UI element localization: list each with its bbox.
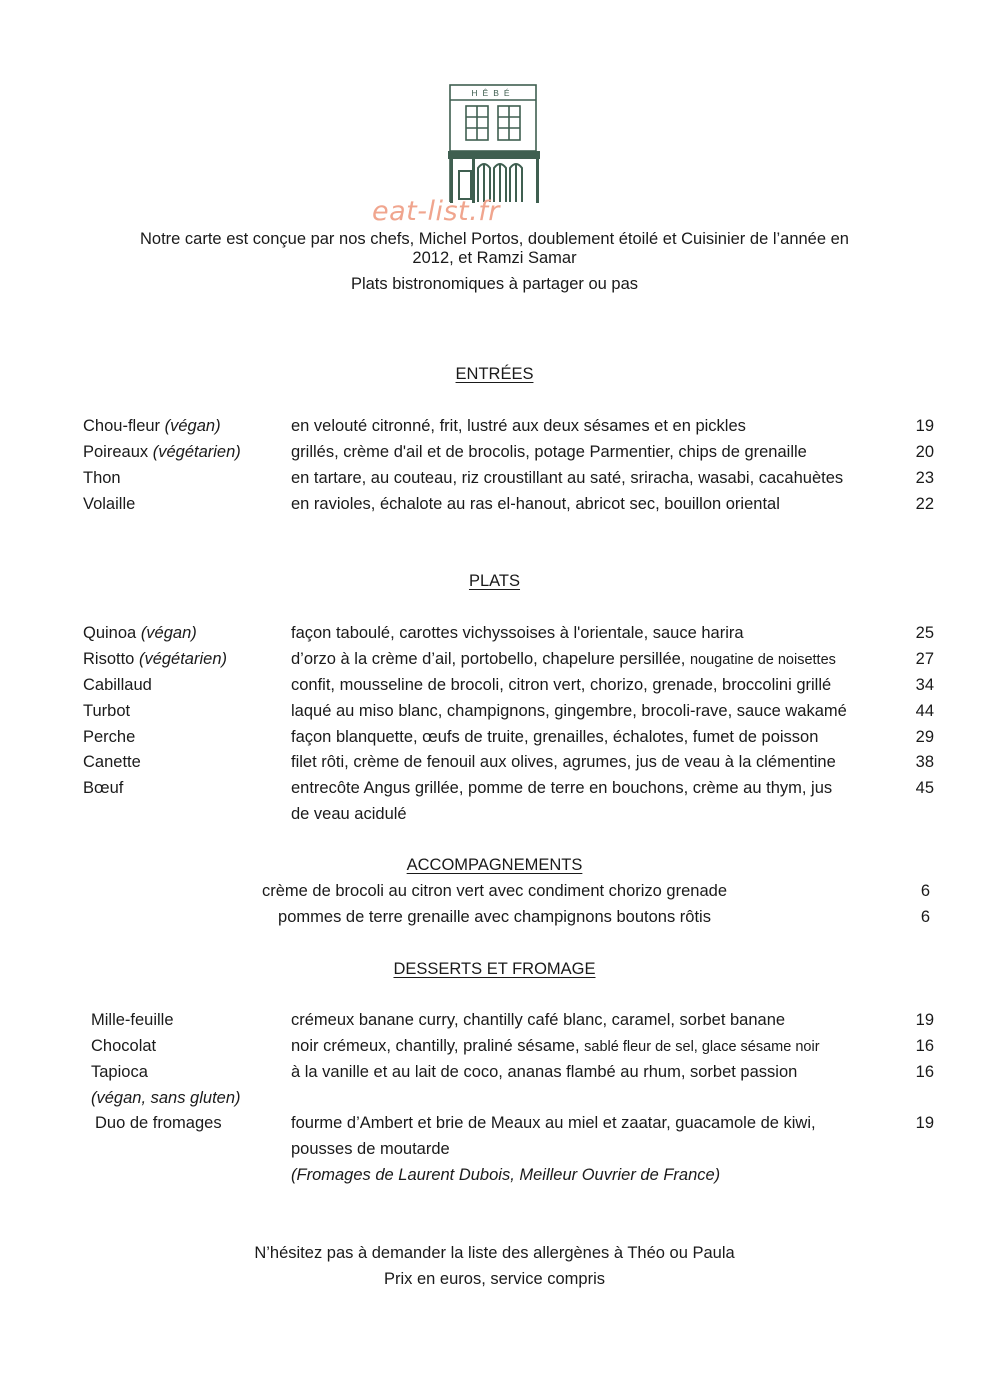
- side-description: pommes de terre grenaille avec champignons boutons rôtis: [278, 908, 711, 926]
- item-name: Thon: [83, 469, 121, 487]
- item-price: 45: [915, 779, 934, 797]
- item-price: 19: [915, 417, 934, 435]
- item-price: 34: [915, 676, 934, 694]
- item-name: Canette: [83, 753, 141, 771]
- item-tag: (végétarien): [138, 650, 227, 668]
- storefront-logo-icon: [444, 84, 542, 204]
- item-tag: (végan, sans gluten): [91, 1089, 241, 1107]
- item-price: 23: [915, 469, 934, 487]
- item-description-continued: de veau acidulé: [291, 805, 407, 823]
- item-description: en tartare, au couteau, riz croustillant au saté, sriracha, wasabi, cacahuètes: [291, 469, 844, 487]
- item-description: crémeux banane curry, chantilly café blanc, caramel, sorbet banane: [291, 1011, 786, 1029]
- item-note: (Fromages de Laurent Dubois, Meilleur Ouvrier de France): [291, 1166, 721, 1184]
- item-name: Poireaux: [83, 443, 149, 461]
- section-title-entrees: ENTRÉES: [455, 365, 534, 383]
- item-name: Perche: [83, 728, 136, 746]
- section-title-accompagnements: ACCOMPAGNEMENTS: [406, 856, 583, 874]
- item-name: Risotto: [83, 650, 135, 668]
- menu-subtitle: Plats bistronomiques à partager ou pas: [350, 275, 639, 293]
- item-price: 19: [915, 1011, 934, 1029]
- item-description: filet rôti, crème de fenouil aux olives, agrumes, jus de veau à la clémentine: [291, 753, 836, 771]
- item-price: 16: [915, 1063, 934, 1081]
- item-description: à la vanille et au lait de coco, ananas flambé au rhum, sorbet passion: [291, 1063, 798, 1081]
- item-name: Quinoa: [83, 624, 137, 642]
- intro-line-2: 2012, et Ramzi Samar: [412, 249, 577, 267]
- item-description-small: nougatine de noisettes: [689, 652, 836, 668]
- item-name: Cabillaud: [83, 676, 152, 694]
- item-price: 38: [915, 753, 934, 771]
- item-name: Duo de fromages: [95, 1114, 222, 1132]
- side-price: 6: [920, 908, 930, 926]
- item-price: 29: [915, 728, 934, 746]
- menu-item: [0, 728, 989, 754]
- item-description: laqué au miso blanc, champignons, gingembre, brocoli-rave, sauce wakamé: [291, 702, 847, 720]
- menu-item: [0, 779, 989, 805]
- footer-prices: Prix en euros, service compris: [384, 1270, 605, 1288]
- item-description: en velouté citronné, frit, lustré aux deux sésames et en pickles: [291, 417, 746, 435]
- menu-item: [0, 753, 989, 779]
- restaurant-logo: [444, 84, 542, 204]
- menu-item-continuation: [0, 805, 989, 831]
- item-description: confit, mousseline de brocoli, citron vert, chorizo, grenade, broccolini grillé: [291, 676, 832, 694]
- item-price: 19: [915, 1114, 934, 1132]
- item-price: 20: [915, 443, 934, 461]
- item-description: grillés, crème d'ail et de brocolis, potage Parmentier, chips de grenaille: [291, 443, 807, 461]
- item-description: façon blanquette, œufs de truite, grenailles, échalotes, fumet de poisson: [291, 728, 819, 746]
- item-description: façon taboulé, carottes vichyssoises à l'orientale, sauce harira: [291, 624, 744, 642]
- item-description: noir crémeux, chantilly, praliné sésame,: [291, 1037, 580, 1055]
- side-description: crème de brocoli au citron vert avec condiment chorizo grenade: [262, 882, 727, 900]
- item-tag: (végan): [140, 624, 197, 642]
- item-description: entrecôte Angus grillée, pomme de terre en bouchons, crème au thym, jus: [291, 779, 833, 797]
- logo-name: HÊBÉ: [471, 88, 515, 98]
- item-price: 44: [915, 702, 934, 720]
- item-name: Bœuf: [83, 779, 124, 797]
- item-price: 16: [915, 1037, 934, 1055]
- item-name: Chou-fleur: [83, 417, 161, 435]
- intro-text: [0, 230, 989, 268]
- menu-item: [0, 495, 989, 521]
- item-name: Chocolat: [91, 1037, 157, 1055]
- menu-item: [0, 1011, 989, 1037]
- footer-allergens: N’hésitez pas à demander la liste des allergènes à Théo ou Paula: [254, 1244, 735, 1262]
- intro-line-1: Notre carte est conçue par nos chefs, Michel Portos, doublement étoilé et Cuisinier de l’année en: [140, 230, 849, 248]
- item-name: Tapioca: [91, 1063, 148, 1081]
- item-name: Volaille: [83, 495, 136, 513]
- item-description: en ravioles, échalote au ras el-hanout, abricot sec, bouillon oriental: [291, 495, 780, 513]
- section-title-desserts: DESSERTS ET FROMAGE: [393, 960, 596, 978]
- menu-item: [0, 417, 989, 443]
- menu-item: [0, 1037, 989, 1063]
- item-price: 25: [915, 624, 934, 642]
- item-price: 27: [915, 650, 934, 668]
- item-name: Turbot: [83, 702, 131, 720]
- menu-item: [0, 443, 989, 469]
- item-tag: (végan): [164, 417, 221, 435]
- section-title-plats: PLATS: [468, 572, 521, 590]
- item-description-small: sablé fleur de sel, glace sésame noir: [584, 1039, 820, 1055]
- menu-item: [0, 624, 989, 650]
- item-description-continued: pousses de moutarde: [291, 1140, 450, 1158]
- menu-item: [0, 469, 989, 495]
- menu-item: [0, 702, 989, 728]
- item-tag: (végétarien): [152, 443, 241, 461]
- menu-item: [0, 1114, 989, 1140]
- menu-item-tag-row: [0, 1089, 989, 1115]
- menu-item-note: [0, 1166, 989, 1192]
- side-price: 6: [920, 882, 930, 900]
- item-price: 22: [915, 495, 934, 513]
- item-description: d’orzo à la crème d’ail, portobello, chapelure persillée,: [291, 650, 686, 668]
- item-description: fourme d’Ambert et brie de Meaux au miel et zaatar, guacamole de kiwi,: [291, 1114, 816, 1132]
- item-name: Mille-feuille: [91, 1011, 174, 1029]
- watermark-text: eat-list.fr: [372, 196, 500, 227]
- menu-item: [0, 1063, 989, 1089]
- menu-item: [0, 676, 989, 702]
- menu-item: [0, 650, 989, 676]
- menu-item-continuation: [0, 1140, 989, 1166]
